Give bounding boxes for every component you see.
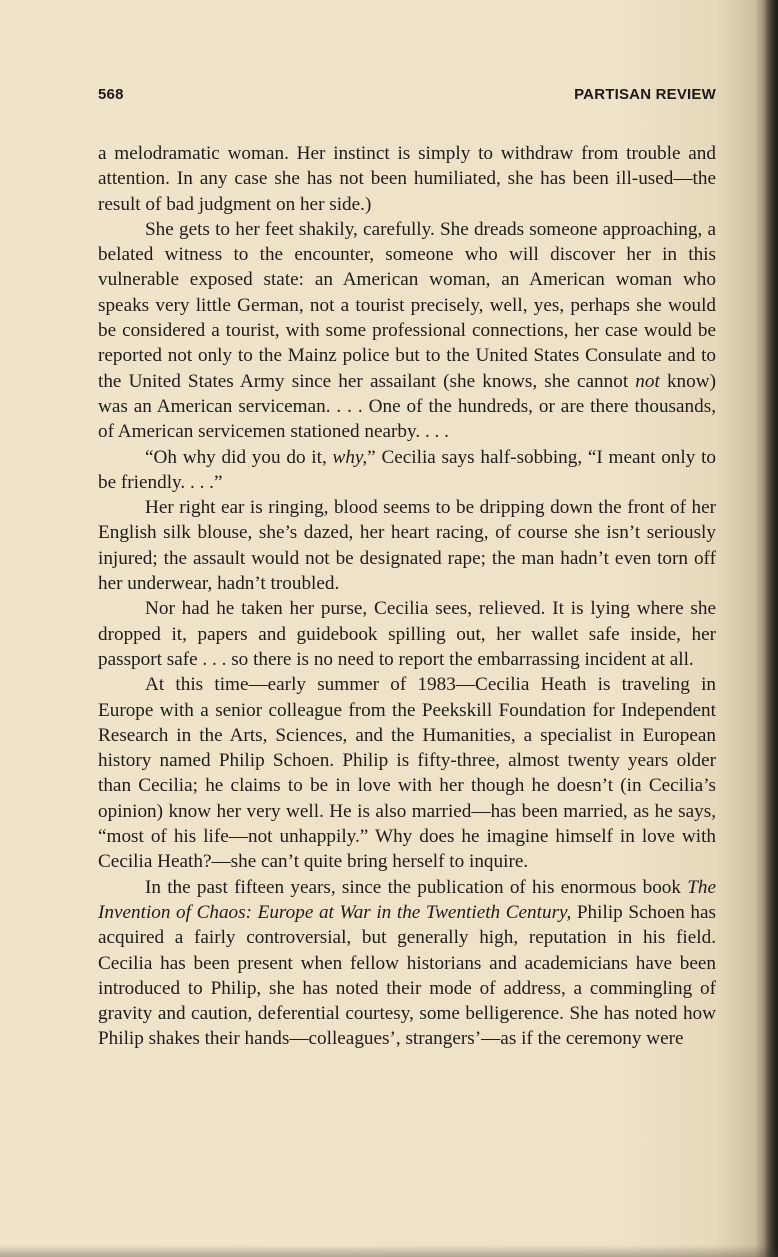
- running-head: [98, 86, 716, 108]
- page-bottom-edge: [0, 1245, 778, 1257]
- paragraph: She gets to her feet shakily, carefully. She dreads someone approaching, a belated witness to the encounter, someone who will discover her in this vulnerable exposed state: an American woman, an American woman who speaks very little German, not a tourist precisely, well, yes, perhaps she would be considered a tourist, with some professional connections, her case would be reported not only to the Mainz police but to the United States Consulate and to the United States Army since her assailant (she knows, she cannot not know) was an American serviceman. . . . One of the hundreds, or are there thousands, of American servicemen stationed nearby. . . .: [98, 218, 716, 443]
- paragraph: a melodramatic woman. Her instinct is simply to withdraw from trouble and attention. In any case she has not been humiliated, she has been ill-used—the result of bad judgment on her side.): [98, 143, 716, 215]
- book-spine-shadow: [764, 0, 778, 1257]
- paragraph: At this time—early summer of 1983—Cecilia Heath is traveling in Europe with a senior colleague from the Peekskill Foundation for Independent Research in the Arts, Sciences, and the Humanities, a specialist in European history named Philip Schoen. Philip is fifty-three, almost twenty years older than Cecilia; he claims to be in love with her though he doesn’t (in Cecilia’s opinion) know her very well. He is also married—has been married, as he says, “most of his life—not unhappily.” Why does he imagine himself in love with Cecilia Heath?—she can’t quite bring herself to inquire.: [98, 674, 716, 873]
- paragraph: “Oh why did you do it, why,” Cecilia says half-sobbing, “I meant only to be friendly. . . .”: [98, 446, 716, 493]
- paragraph: Her right ear is ringing, blood seems to be dripping down the front of her English silk blouse, she’s dazed, her heart racing, of course she isn’t seriously injured; the assault would not be designated rape; the man hadn’t even torn off her underwear, hadn’t troubled.: [98, 497, 716, 595]
- journal-title: PARTISAN REVIEW: [574, 86, 716, 103]
- body-text: [98, 141, 716, 1052]
- paragraph: Nor had he taken her purse, Cecilia sees, relieved. It is lying where she dropped it, papers and guidebook spilling out, her wallet safe inside, her passport safe . . . so there is no need to report the embarrassing incident at all.: [98, 598, 716, 670]
- page-number: 568: [98, 86, 124, 103]
- paragraph: In the past fifteen years, since the publication of his enormous book The Invention of Chaos: Europe at War in the Twentieth Century, Philip Schoen has acquired a fairly controversial, but generally high, reputation in his field. Cecilia has been present when fellow historians and academicians have been introduced to Philip, she has noted their mode of address, a commingling of gravity and caution, deferential courtesy, some belligerence. She has noted how Philip shakes their hands—colleagues’, strangers’—as if the ceremony were: [98, 876, 716, 1050]
